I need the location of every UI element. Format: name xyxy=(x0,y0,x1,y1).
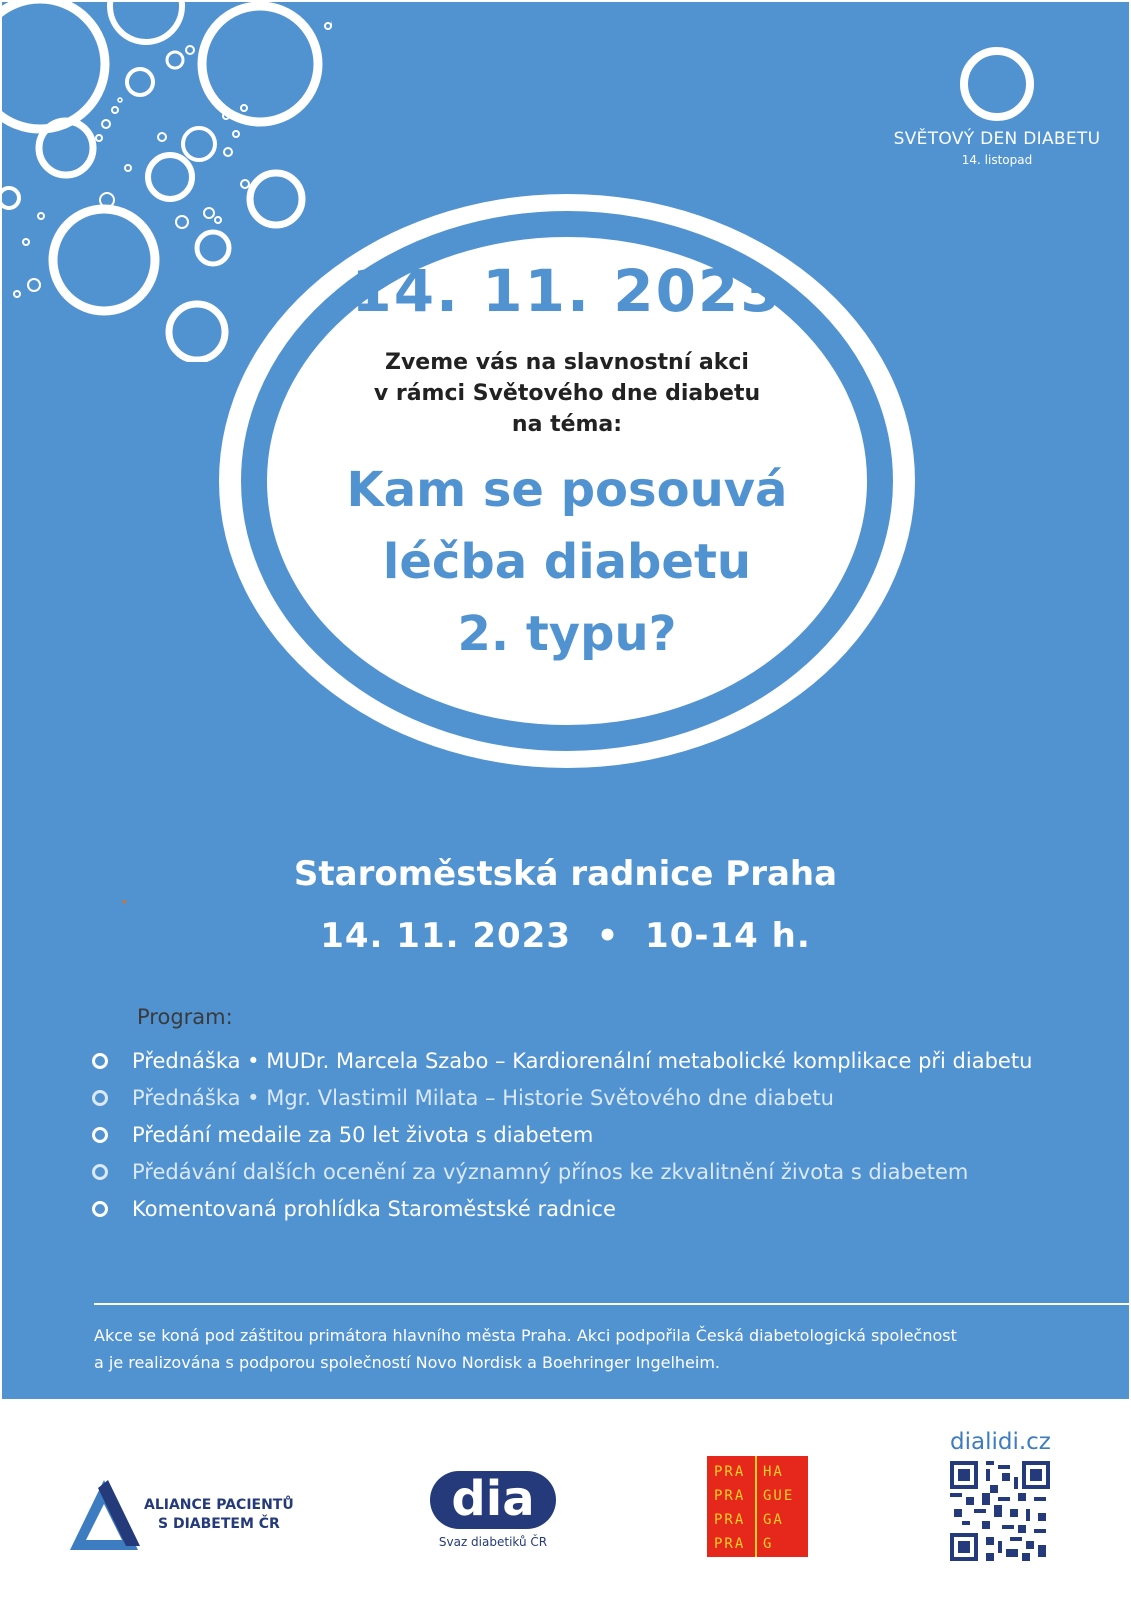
patronage-note xyxy=(94,1322,1094,1376)
topic-line: 2. typu? xyxy=(457,606,677,662)
praha-text: HA xyxy=(763,1464,784,1480)
program-list xyxy=(92,1042,1032,1227)
praha-text: GA xyxy=(763,1512,784,1528)
campaign-title: SVĚTOVÝ DEN DIABETU xyxy=(893,129,1101,149)
aliance-name xyxy=(144,1496,294,1534)
event-venue: Staroměstská radnice Praha xyxy=(293,854,838,894)
praha-column-left xyxy=(707,1456,757,1557)
dia-wordmark-text: dia xyxy=(451,1471,535,1527)
topic-line: léčba diabetu xyxy=(382,534,752,590)
program-item xyxy=(92,1190,1032,1227)
aliance-line: S DIABETEM ČR xyxy=(158,1516,280,1532)
praha-text: PRA xyxy=(714,1464,746,1480)
circle-bullet-icon xyxy=(92,1164,108,1180)
program-item xyxy=(92,1079,1032,1116)
website-block xyxy=(950,1429,1051,1565)
dia-caption: Svaz diabetiků ČR xyxy=(438,1535,548,1549)
invitation-line: Zveme vás na slavnostní akci xyxy=(385,350,749,375)
event-topic xyxy=(317,454,817,670)
invitation-text xyxy=(317,347,817,440)
aliance-line: ALIANCE PACIENTŮ xyxy=(144,1497,294,1513)
dia-logo xyxy=(428,1469,558,1549)
hero-date: 14. 11. 2023 xyxy=(351,257,783,325)
program-item-text: Komentovaná prohlídka Staroměstské radnice xyxy=(132,1196,616,1221)
program-item-text: Předání medaile za 50 let života s diabetem xyxy=(132,1122,594,1147)
invitation-line: v rámci Světového dne diabetu xyxy=(373,381,761,406)
stray-dot xyxy=(123,900,126,903)
program-item xyxy=(92,1116,1032,1153)
program-item-text: Přednáška • MUDr. Marcela Szabo – Kardiorenální metabolické komplikace při diabetu xyxy=(132,1048,1033,1073)
campaign-subtitle: 14. listopad xyxy=(961,153,1033,167)
program-label: Program: xyxy=(137,1005,233,1029)
praha-text: PRA xyxy=(714,1512,746,1528)
patronage-line: Akce se koná pod záštitou primátora hlavního města Praha. Akci podpořila Česká diabetologická společnost xyxy=(94,1326,957,1345)
partner-logos xyxy=(0,1399,1131,1600)
circle-bullet-icon xyxy=(92,1127,108,1143)
poster xyxy=(2,2,1129,1399)
praha-text: PRA xyxy=(714,1488,746,1504)
divider xyxy=(94,1303,1129,1305)
topic-line: Kam se posouvá xyxy=(346,462,788,518)
circle-bullet-icon xyxy=(92,1053,108,1069)
circle-bullet-icon xyxy=(92,1090,108,1106)
praha-column-right xyxy=(757,1456,794,1557)
praha-text: PRA xyxy=(714,1536,746,1552)
blue-circle-icon xyxy=(960,47,1034,121)
praha-text: GUE xyxy=(763,1488,795,1504)
qr-code-icon[interactable] xyxy=(950,1461,1050,1561)
event-datetime: 14. 11. 2023 • 10-14 h. xyxy=(320,916,811,956)
website-link[interactable]: dialidi.cz xyxy=(950,1429,1051,1455)
circle-bullet-icon xyxy=(92,1201,108,1217)
hero-content xyxy=(317,257,817,670)
world-diabetes-day-logo xyxy=(882,47,1112,167)
aliance-pacientu-logo xyxy=(68,1476,294,1554)
program-item xyxy=(92,1153,1032,1190)
invitation-line: na téma: xyxy=(511,412,623,437)
praha-text: G xyxy=(763,1536,774,1552)
patronage-line: a je realizována s podporou společností Novo Nordisk a Boehringer Ingelheim. xyxy=(94,1353,720,1372)
dia-wordmark xyxy=(428,1469,558,1531)
program-item-text: Přednáška • Mgr. Vlastimil Milata – Historie Světového dne diabetu xyxy=(132,1085,834,1110)
praha-logo xyxy=(707,1456,808,1557)
program-item-text: Předávání dalších ocenění za významný přínos ke zkvalitnění života s diabetem xyxy=(132,1159,969,1184)
aliance-triangle-icon xyxy=(68,1476,140,1554)
program-item xyxy=(92,1042,1032,1079)
